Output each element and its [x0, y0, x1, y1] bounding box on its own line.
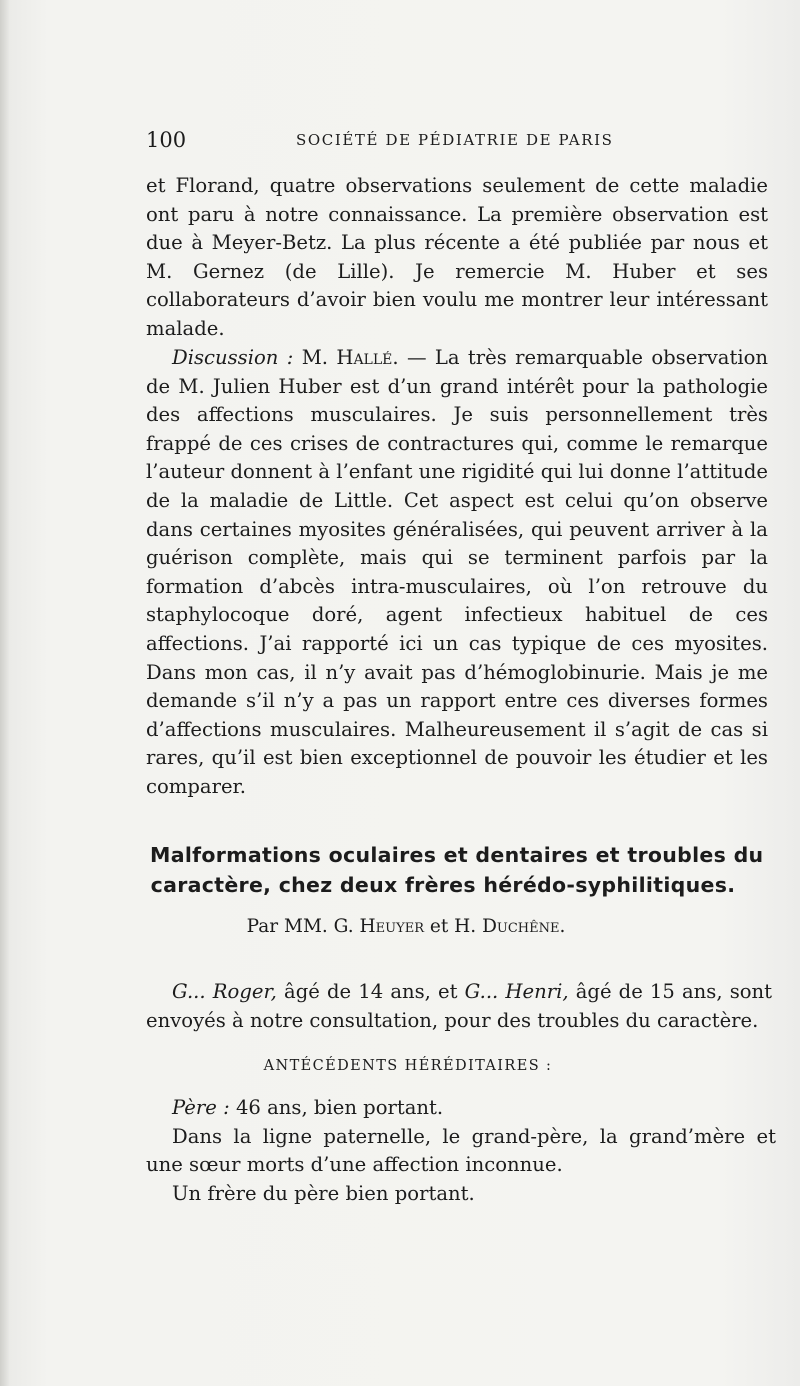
antecedent-father [146, 1094, 776, 1123]
antecedent-paternal-line: Dans la ligne paternelle, le grand-père, la grand’mère et une sœur morts d’une affection inconnue. [146, 1124, 776, 1177]
authors-mid: et H. [429, 916, 477, 937]
discussion-text [146, 344, 768, 802]
article-title [150, 840, 770, 900]
father-text: 46 ans, bien portant. [235, 1096, 444, 1119]
authors-prefix: Par MM. G. [246, 916, 354, 937]
paragraph-conclusion [146, 172, 768, 344]
paragraph-patients [146, 978, 772, 1035]
section-subheading: ANTÉCÉDENTS HÉRÉDITAIRES : [263, 1058, 553, 1074]
page-header [146, 128, 776, 158]
paragraph-discussion [146, 344, 768, 802]
paragraph-text: et Florand, quatre observations seulement de cette maladie ont paru à notre connaissance. La première observation est due à Meyer-Betz. La plus récente a été publiée par nous et M. Gernez (de Lille). Je remercie M. Huber et ses collaborateurs d’avoir bien voulu me montrer leur intéressant malade. [146, 174, 768, 340]
patients-rest: âgé de 15 ans, sont envoyés à notre consultation, pour des troubles du caractère. [146, 980, 773, 1032]
running-head: SOCIÉTÉ DE PÉDIATRIE DE PARIS [296, 131, 614, 149]
speaker-prefix: M. [301, 346, 329, 369]
page-edge-shadow [0, 0, 10, 1386]
page-number: 100 [146, 128, 187, 152]
paragraph-antecedents [146, 1094, 776, 1208]
author-heuyer: Heuyer [359, 916, 424, 937]
father-label: Père : [172, 1096, 230, 1119]
patients-text [146, 978, 772, 1035]
speaker-name: Hallé. [336, 346, 399, 369]
patient-name-roger: G... Roger, [172, 980, 277, 1003]
antecedent-uncle: Un frère du père bien portant. [172, 1181, 475, 1205]
discussion-body: — La très remarquable observation de M. Julien Huber est d’un grand intérêt pour la pathologie des affections musculaires. Je suis personnellement très frappé de ces crises de contractures qui, comme le remarque l’auteur donnent à l’enfant une rigidité qui lui donne l’attitude de la maladie de Little. Cet aspect est celui qu’on observe dans certaines myosites généralisées, qui peuvent arriver à la guérison complète, mais qui se terminent parfois par la formation d’abcès intra-musculaires, où l’on retrouve du staphylocoque doré, agent infectieux habituel de ces affections. J’ai rapporté ici un cas typique de ces myosites. Dans mon cas, il n’y avait pas d’hémoglobinurie. Mais je me demande s’il n’y a pas un rapport entre ces diverses formes d’affections musculaires. Malheureusement il s’agit de cas si rares, qu’il est bien exceptionnel de pouvoir les étudier et les comparer. [146, 346, 768, 798]
article-title-line-1: Malformations oculaires et dentaires et troubles du [150, 843, 764, 867]
author-duchene: Duchêne. [482, 916, 566, 937]
article-title-line-2: caractère, chez deux frères hérédo-syphilitiques. [150, 873, 736, 897]
discussion-label: Discussion : [172, 346, 294, 369]
patients-mid: âgé de 14 ans, et [284, 980, 458, 1003]
article-authors [0, 916, 800, 937]
patient-name-henri: G... Henri, [464, 980, 569, 1003]
